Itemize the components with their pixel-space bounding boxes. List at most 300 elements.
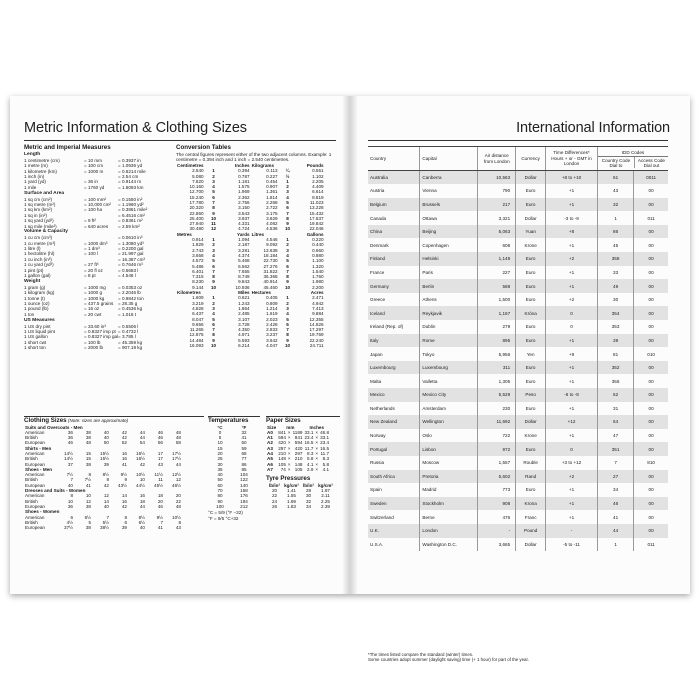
conversion-cell: 12.355 [309, 316, 324, 322]
metric-imperial-section [24, 144, 174, 351]
conversion-cell: 0.113 [266, 168, 278, 174]
measure-cell: = 100 ha [84, 207, 103, 213]
country-cell: +2 [546, 470, 598, 484]
country-cell: 00 [634, 293, 668, 307]
country-cell: 44 [597, 524, 633, 538]
conversion-cell: 19.842 [309, 221, 324, 227]
tyre-cell: 2.39 [321, 503, 330, 509]
clothing-cell: American [25, 429, 45, 435]
clothing-group-heading: Suits and Overcoats - Men [25, 424, 83, 430]
clothing-cell: 20 [175, 493, 181, 499]
clothing-cell: 45½ [154, 482, 163, 488]
clothing-cell: 44½ [136, 482, 145, 488]
conversion-cell: 4.374 [238, 252, 250, 258]
country-cell: Mexico City [420, 388, 478, 402]
country-cell: Finland [368, 252, 420, 266]
measure-cell: = 20 fl oz [84, 267, 103, 273]
conversion-header-cell: Kilometres [177, 290, 201, 296]
paper-cell: 46.8 [320, 429, 330, 435]
conversion-cell: 2.187 [238, 242, 250, 248]
measure-cell: = 0.8327 imp pt [84, 328, 116, 334]
paper-cell: 594 [294, 440, 303, 446]
country-cell: U.K. [368, 524, 420, 538]
paper-header-cell: Size [267, 424, 277, 430]
conversion-cell: 6.614 [312, 189, 324, 195]
title-rule [368, 140, 668, 141]
country-row [368, 374, 668, 388]
country-cell: +1 [546, 429, 598, 443]
clothing-cell: 16 [121, 498, 127, 504]
country-cell: Tokyo [420, 347, 478, 361]
measure-row [24, 273, 174, 278]
conversion-cell: 4.572 [192, 258, 204, 264]
country-cell: - [546, 524, 598, 538]
clothing-cell: 43 [175, 525, 181, 531]
conversion-header-cell: Gallons [306, 231, 324, 237]
country-cell: 5,063 [478, 225, 516, 239]
country-cell: 86 [597, 225, 633, 239]
measure-group-heading: Volume & Capacity [24, 229, 68, 235]
conversion-cell: 15.240 [189, 194, 204, 200]
country-cell: 30 [597, 293, 633, 307]
temperature-cell: 32 [241, 429, 247, 435]
conversion-cell: 20.320 [189, 205, 204, 211]
country-cell: 00 [634, 266, 668, 280]
country-cell: 972 [478, 442, 516, 456]
tyre-cell: 2.11 [321, 493, 330, 499]
paper-cell: A7 [267, 466, 273, 472]
measure-cell: 1 ounce (oz) [24, 301, 50, 307]
measure-cell: = 100 lb [84, 339, 101, 345]
conversion-cell: 8 [212, 205, 215, 211]
conversion-cell: 1.609 [192, 295, 204, 301]
clothing-cell: 15½ [100, 450, 109, 456]
conversion-cell: 1.619 [266, 311, 278, 317]
paper-cell: 16.5 [320, 445, 330, 451]
clothing-cell: British [25, 435, 38, 441]
country-cell: 1,305 [478, 374, 516, 388]
country-row [368, 211, 668, 225]
conversion-cell: 3.150 [238, 205, 250, 211]
conversion-cell: 1 [212, 168, 215, 174]
country-cell: Oslo [420, 429, 478, 443]
country-cell: 00 [634, 374, 668, 388]
conversion-cell: 0.660 [312, 247, 324, 253]
conversion-cell: 10.936 [235, 284, 250, 290]
tyre-pressures-heading: Tyre Pressures [266, 475, 311, 483]
country-cell: 608 [478, 238, 516, 252]
conversion-cell: 1.980 [312, 279, 324, 285]
conversion-cell: 7 [212, 199, 215, 205]
measure-group-heading: Weight [24, 279, 41, 285]
country-cell: Moscow [420, 456, 478, 470]
country-row [368, 524, 668, 538]
conversion-cell: 4 [286, 252, 289, 258]
country-cell: 354 [597, 306, 633, 320]
conversion-cell: 13.228 [309, 205, 324, 211]
conversion-cell: 22.730 [263, 258, 278, 264]
conversion-header-cell: Acres [310, 290, 324, 296]
paper-cell: 11.7 [304, 445, 314, 451]
country-cell: -6 to -8 [546, 388, 598, 402]
measure-cell: = 1.6093 km [118, 184, 144, 190]
conversion-cell: 4.971 [238, 332, 250, 338]
clothing-cell: 8 [124, 514, 127, 520]
clothing-cell: 18 [139, 498, 145, 504]
paper-cell: 1189 [292, 429, 303, 435]
temperature-cell: 212 [240, 503, 248, 509]
clothing-cell: 10½ [172, 514, 181, 520]
country-cell: Euro [516, 374, 546, 388]
clothing-cell: 8 [106, 477, 109, 483]
clothing-cell: 48 [175, 429, 181, 435]
country-row [368, 293, 668, 307]
conversion-cell: 11.265 [189, 327, 204, 333]
country-cell: Paris [420, 266, 478, 280]
paper-cell: 4.1 [322, 466, 330, 472]
clothing-cell: 54 [139, 440, 145, 446]
clothing-cell: 42 [139, 461, 145, 467]
country-cell: - [478, 524, 516, 538]
clothing-cell: 4½ [66, 519, 73, 525]
clothing-cell: 38 [85, 525, 91, 531]
conversion-cell: 5 [286, 258, 289, 264]
country-cell: Athens [420, 293, 478, 307]
conversion-cell: 10 [285, 343, 291, 348]
conversion-heading: Conversion Tables [176, 144, 231, 151]
country-cell: +2 [546, 293, 598, 307]
tyre-cell: 2.25 [321, 498, 330, 504]
conversion-cell: 3.237 [266, 332, 278, 338]
clothing-cell: 16 [121, 456, 127, 462]
conversion-cell: 6 [212, 263, 215, 269]
conversion-cell: 3 [286, 247, 289, 253]
temperature-cell: 80 [217, 493, 223, 499]
measure-cell: 1 sq cm (cm²) [24, 196, 53, 202]
paper-cell: × [287, 435, 291, 441]
country-cell: 353 [597, 320, 633, 334]
paper-cell: 33.1 [304, 429, 314, 435]
country-cell: +2 [546, 252, 598, 266]
clothing-row [24, 525, 182, 530]
measure-cell: = 0.5683 l [118, 267, 139, 273]
country-cell: Italy [368, 334, 420, 348]
conversion-cell: 10 [285, 226, 291, 232]
paper-cell: × [315, 450, 319, 456]
clothing-cell: 9½ [120, 472, 127, 478]
country-cell: +1 [546, 198, 598, 212]
country-cell: 230 [478, 402, 516, 416]
conversion-cell: 0.787 [238, 173, 250, 179]
clothing-cell: 44 [175, 461, 181, 467]
clothing-cell: 7 [70, 477, 73, 483]
country-cell: 00 [634, 320, 668, 334]
clothing-cell: 46 [67, 440, 73, 446]
measure-cell: = 0.5506 l [118, 323, 139, 329]
measure-cell: = 640 acres [84, 223, 109, 229]
title-rule [24, 140, 336, 141]
country-cell: Dollar [516, 171, 546, 185]
clothing-cell: 38 [85, 503, 91, 509]
clothing-cell: 46½ [172, 482, 181, 488]
country-cell: Japan [370, 351, 383, 357]
measure-cell: 1 litre (l) [24, 246, 41, 252]
country-cell: +8 to +10 [546, 171, 598, 185]
conversion-cell: 17.297 [309, 327, 324, 333]
clothing-cell: 5 [88, 519, 91, 525]
measure-cell: = 0.3861 mile² [118, 207, 148, 213]
paper-cell: 11.7 [320, 450, 330, 456]
conversion-cell: 22.046 [309, 226, 324, 232]
paper-cell: × [315, 466, 319, 472]
page-title-metric: Metric Information & Clothing Sizes [24, 120, 247, 136]
measure-cell: = 0.0353 oz [118, 284, 143, 290]
clothing-cell: 46 [157, 435, 163, 441]
paper-cell: 841 [294, 435, 303, 441]
country-cell: 895 [478, 334, 516, 348]
country-cell: Copenhagen [420, 238, 478, 252]
country-cell: 1 [597, 211, 633, 225]
country-cell: 46 [597, 497, 633, 511]
paper-cell: 420 [294, 445, 303, 451]
country-cell: 11,692 [478, 415, 516, 429]
conversion-cell: 1.760 [312, 274, 324, 280]
country-cell: 1,167 [478, 306, 516, 320]
conversion-cell: 0.220 [312, 237, 324, 243]
temperature-cell: 30 [217, 461, 223, 467]
conversion-header-cell: Miles [238, 290, 250, 296]
clothing-cell: 14 [103, 498, 109, 504]
header-currency: Currency [516, 147, 546, 171]
clothing-cell: 38 [85, 461, 91, 467]
conversion-cell: 3.281 [238, 247, 250, 253]
tyre-cell: 22 [271, 493, 278, 499]
country-cell: 64 [597, 415, 633, 429]
country-cell: Euro [516, 184, 546, 198]
temperature-cell: 20 [217, 450, 223, 456]
measure-cell: = 0.8361 m² [118, 218, 143, 224]
clothing-cell: 46 [157, 503, 163, 509]
measure-cell: 1 gram (g) [24, 284, 46, 290]
conversion-cell: 0.551 [312, 168, 324, 174]
country-cell: +12 [546, 415, 598, 429]
clothing-cell: 40 [103, 435, 109, 441]
country-cell: Berlin [420, 279, 478, 293]
conversion-cell: 0.405 [266, 295, 278, 301]
clothing-cell: European [25, 525, 45, 531]
paper-cell: A4 [267, 450, 273, 456]
country-row [368, 306, 668, 320]
paper-cell: A1 [267, 435, 273, 441]
country-cell: Luxembourg [420, 361, 478, 375]
conversion-cell: 17.637 [309, 215, 324, 221]
country-cell: Helsinki [420, 252, 478, 266]
open-book-spread [10, 96, 690, 663]
measure-group-heading: Surface and Area [24, 190, 65, 196]
clothing-cell: 39 [103, 461, 109, 467]
temperature-cell: 25 [217, 456, 223, 462]
clothing-cell: 7½ [66, 472, 73, 478]
measure-cell: 1 gallon (gal) [24, 273, 51, 279]
conversion-header-cell: Centimetres [177, 162, 204, 168]
paper-cell: × [315, 456, 319, 462]
country-cell: 011 [634, 538, 668, 552]
country-cell: 0 [546, 320, 598, 334]
conversion-cell: 4.828 [192, 305, 204, 311]
measure-cell: = 100 cm [84, 163, 104, 169]
country-row [368, 415, 668, 429]
country-cell: 010 [634, 347, 668, 361]
conversion-cell: 9 [212, 279, 215, 285]
conversion-cell: 2.471 [312, 295, 324, 301]
country-cell: Franc [516, 510, 546, 524]
country-cell: 00 [634, 483, 668, 497]
conversion-cell: 2 [286, 300, 289, 306]
conversion-cell: 1.181 [238, 178, 250, 184]
country-cell: 790 [478, 184, 516, 198]
conversion-cell: 4.350 [238, 327, 250, 333]
country-cell: Russia [370, 460, 385, 466]
country-cell: Brussels [420, 198, 478, 212]
clothing-cell: 37½ [64, 525, 73, 531]
country-cell: +1 [546, 510, 598, 524]
paper-cell: 148 [278, 456, 286, 462]
clothing-cell: 6½ [84, 514, 91, 520]
country-cell: Vienna [420, 184, 478, 198]
country-cell: Luxembourg [368, 361, 420, 375]
header-access-code: Access Code Dial out [634, 157, 668, 168]
conversion-cell: 3.937 [238, 215, 250, 221]
country-cell: Yuan [516, 225, 546, 239]
paper-header-cell: mm [286, 424, 295, 430]
clothing-cell: 5½ [102, 519, 109, 525]
clothing-cell: 16 [139, 493, 145, 499]
country-cell: +1 [546, 238, 598, 252]
clothing-cell: 40 [67, 482, 73, 488]
clothing-cell: 38 [85, 435, 91, 441]
country-row [368, 266, 668, 280]
country-row [368, 429, 668, 443]
conversion-cell: 12.875 [189, 332, 204, 338]
measure-cell: 1 sq yard (yd²) [24, 218, 54, 224]
country-cell: Beijing [420, 225, 478, 239]
clothing-cell: 17 [157, 456, 163, 462]
clothing-cell: 42 [121, 503, 127, 509]
measure-cell: 1 cu inch (in³) [24, 256, 52, 262]
country-cell: Euro [516, 266, 546, 280]
temperature-cell: 60 [217, 482, 223, 488]
paper-cell: 210 [294, 456, 303, 462]
conversion-cell: 24.711 [309, 343, 324, 348]
country-cell: Canada [370, 215, 387, 221]
conversion-cell: 14.826 [309, 321, 324, 327]
clothing-cell: 7½ [84, 477, 91, 483]
conversion-cell: 5.468 [238, 258, 250, 264]
country-cell: Euro [516, 361, 546, 375]
clothing-cell: 15½ [100, 456, 109, 462]
conversion-cell: 8.047 [192, 316, 204, 322]
conversion-cell: 3.543 [238, 210, 250, 216]
temperature-formula: °C = 5/9 (°F −32) [208, 510, 243, 516]
country-cell: Peso [516, 388, 546, 402]
conversion-cell: 6 [286, 263, 289, 269]
conversion-cell: 4.047 [266, 343, 278, 348]
conversion-cell: 7 [286, 268, 289, 274]
clothing-cell: 11½ [154, 472, 163, 478]
clothing-cell: 36 [67, 429, 73, 435]
country-cell: 27 [597, 470, 633, 484]
measure-row [24, 312, 174, 317]
clothing-cell: 38½ [100, 525, 109, 531]
measure-cell: 1 mile [24, 184, 37, 190]
paper-cell: 297 [294, 450, 303, 456]
country-row [368, 225, 668, 239]
temperature-cell: 0 [218, 429, 222, 435]
paper-cell: 105 [278, 461, 286, 467]
tyre-cell: 1.55 [287, 493, 296, 499]
country-cell: Belgium [368, 198, 420, 212]
clothing-cell: 17 [157, 450, 163, 456]
clothing-cell: 40 [103, 503, 109, 509]
country-cell: Rand [516, 470, 546, 484]
clothing-cell: 36 [67, 503, 73, 509]
country-cell: 81 [597, 347, 633, 361]
country-cell: 00 [634, 198, 668, 212]
conversion-cell: 4.546 [266, 237, 278, 243]
paper-cell: 5.8 [307, 456, 314, 462]
conversion-cell: 1.829 [192, 242, 204, 248]
conversion-cell: 10 [285, 284, 291, 290]
country-cell: Euro [516, 402, 546, 416]
paper-cell: × [315, 440, 319, 446]
conversion-cell: 8 [212, 332, 215, 338]
temperature-cell: 100 [216, 503, 224, 509]
paper-cell: A3 [267, 445, 273, 451]
clothing-cell: 40 [139, 525, 145, 531]
measure-cell: 1 US dry pint [24, 323, 51, 329]
conversion-cell: 4 [286, 194, 289, 200]
temperature-cell: 59 [241, 445, 247, 451]
paper-cell: 74 [280, 466, 286, 472]
country-cell: 1,557 [478, 456, 516, 470]
paper-cell: × [315, 461, 319, 467]
paper-cell: 841 [278, 429, 286, 435]
measure-row [24, 345, 174, 350]
clothing-cell: 11 [158, 477, 163, 483]
conversion-cell: 7.315 [192, 274, 204, 280]
measure-cell: = 0.4536 kg [118, 306, 143, 312]
book-gutter [342, 96, 358, 594]
measure-cell: = 1000 kg [84, 295, 105, 301]
country-cell: +8 [546, 225, 598, 239]
clothing-cell: 56 [157, 440, 163, 446]
clothing-cell: 39 [121, 525, 127, 531]
conversion-cell: 1.243 [238, 300, 250, 306]
country-cell: Rouble [516, 456, 546, 470]
conversion-cell: 45.460 [263, 284, 278, 290]
clothing-cell: 44 [139, 503, 145, 509]
measure-cell: 1 ton [24, 311, 35, 317]
measure-group-heading: US Measures [24, 317, 55, 323]
measure-cell: 1 cu cm (cm³) [24, 235, 53, 241]
country-cell: New Zealand [368, 415, 420, 429]
measure-cell: = 0.7646 m³ [118, 262, 143, 268]
measure-cell: = 16 oz [84, 306, 100, 312]
country-cell: Rome [420, 334, 478, 348]
clothing-cell: 16½ [136, 450, 145, 456]
clothing-cell: 8 [178, 519, 181, 525]
clothing-cell: 7 [106, 514, 109, 520]
